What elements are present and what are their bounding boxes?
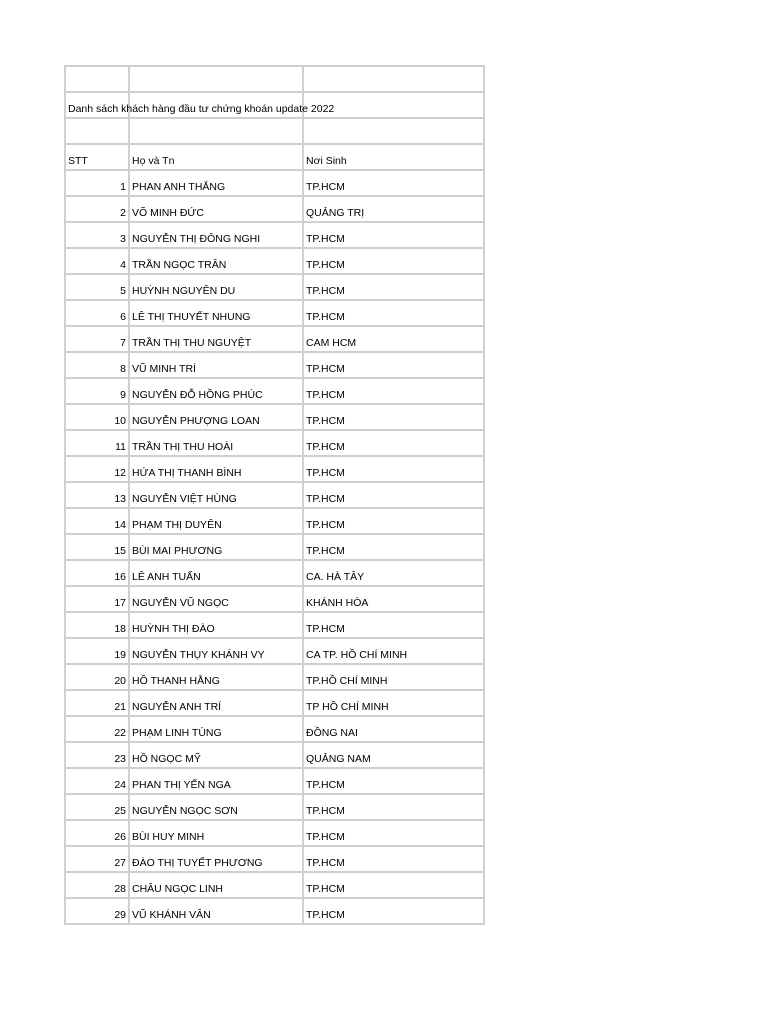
title-cell[interactable]: [65, 92, 335, 118]
stt-cell[interactable]: 19: [65, 638, 129, 664]
cell[interactable]: [129, 66, 303, 92]
name-cell[interactable]: NGUYỄN PHƯỢNG LOAN: [129, 404, 303, 430]
stt-cell[interactable]: 27: [65, 846, 129, 872]
name-cell[interactable]: TRẦN NGỌC TRÂN: [129, 248, 303, 274]
name-cell[interactable]: NGUYỄN NGỌC SƠN: [129, 794, 303, 820]
table-row: [65, 196, 484, 222]
table-row: [65, 326, 484, 352]
table-row: [65, 430, 484, 456]
name-cell[interactable]: TRẦN THỊ THU HOÀI: [129, 430, 303, 456]
place-cell[interactable]: TP.HCM: [303, 482, 484, 508]
stt-cell[interactable]: 20: [65, 664, 129, 690]
place-cell[interactable]: TP.HCM: [303, 404, 484, 430]
place-cell[interactable]: CA TP. HỒ CHÍ MINH: [303, 638, 484, 664]
name-cell[interactable]: TRẦN THỊ THU NGUYỆT: [129, 326, 303, 352]
stt-cell[interactable]: 1: [65, 170, 129, 196]
header-birthplace[interactable]: Nơi Sinh: [303, 144, 484, 170]
place-cell[interactable]: TP HỒ CHÍ MINH: [303, 690, 484, 716]
name-cell[interactable]: NGUYỄN VIỆT HÙNG: [129, 482, 303, 508]
place-cell[interactable]: CAM HCM: [303, 326, 484, 352]
name-cell[interactable]: HUỲNH NGUYÊN DU: [129, 274, 303, 300]
table-row: [65, 534, 484, 560]
empty-row: [65, 66, 484, 92]
table-row: [65, 612, 484, 638]
place-cell[interactable]: TP.HỒ CHÍ MINH: [303, 664, 484, 690]
stt-cell[interactable]: 5: [65, 274, 129, 300]
stt-cell[interactable]: 25: [65, 794, 129, 820]
table-row: [65, 222, 484, 248]
stt-cell[interactable]: 21: [65, 690, 129, 716]
place-cell[interactable]: TP.HCM: [303, 820, 484, 846]
place-cell[interactable]: TP.HCM: [303, 430, 484, 456]
name-cell[interactable]: BÙI MAI PHƯƠNG: [129, 534, 303, 560]
cell[interactable]: [303, 118, 484, 144]
place-cell[interactable]: TP.HCM: [303, 352, 484, 378]
place-cell[interactable]: TP.HCM: [303, 794, 484, 820]
place-cell[interactable]: QUẢNG TRỊ: [303, 196, 484, 222]
sheet-title: Danh sách khách hàng đầu tư chứng khoán update 2022: [68, 103, 335, 115]
table-row: [65, 664, 484, 690]
place-cell[interactable]: KHÁNH HÒA: [303, 586, 484, 612]
stt-cell[interactable]: 13: [65, 482, 129, 508]
name-cell[interactable]: LÊ ANH TUẤN: [129, 560, 303, 586]
table-row: [65, 404, 484, 430]
cell[interactable]: [303, 66, 484, 92]
place-cell[interactable]: TP.HCM: [303, 300, 484, 326]
sheet-body: [65, 66, 484, 924]
place-cell[interactable]: TP.HCM: [303, 612, 484, 638]
stt-cell[interactable]: 17: [65, 586, 129, 612]
cell[interactable]: [129, 118, 303, 144]
table-row: [65, 846, 484, 872]
empty-row: [65, 118, 484, 144]
name-cell[interactable]: PHAN ANH THẮNG: [129, 170, 303, 196]
table-row: [65, 586, 484, 612]
header-row: [65, 144, 484, 170]
name-cell[interactable]: NGUYỄN THỤY KHÁNH VY: [129, 638, 303, 664]
name-cell[interactable]: NGUYỄN VŨ NGỌC: [129, 586, 303, 612]
stt-cell[interactable]: 8: [65, 352, 129, 378]
name-cell[interactable]: HỒ NGỌC MỸ: [129, 742, 303, 768]
name-cell[interactable]: BÙI HUY MINH: [129, 820, 303, 846]
stt-cell[interactable]: 22: [65, 716, 129, 742]
place-cell[interactable]: TP.HCM: [303, 378, 484, 404]
name-cell[interactable]: LÊ THỊ THUYẾT NHUNG: [129, 300, 303, 326]
stt-cell[interactable]: 9: [65, 378, 129, 404]
stt-cell[interactable]: 26: [65, 820, 129, 846]
name-cell[interactable]: VŨ MINH TRÍ: [129, 352, 303, 378]
table-row: [65, 170, 484, 196]
table-row: [65, 872, 484, 898]
stt-cell[interactable]: 29: [65, 898, 129, 924]
table-row: [65, 508, 484, 534]
stt-cell[interactable]: 11: [65, 430, 129, 456]
table-row: [65, 742, 484, 768]
name-cell[interactable]: PHẠM LINH TÙNG: [129, 716, 303, 742]
table-row: [65, 248, 484, 274]
place-cell[interactable]: CA. HÀ TÂY: [303, 560, 484, 586]
name-cell[interactable]: NGUYỄN ĐỖ HỒNG PHÚC: [129, 378, 303, 404]
name-cell[interactable]: ĐÀO THỊ TUYẾT PHƯƠNG: [129, 846, 303, 872]
place-cell[interactable]: TP.HCM: [303, 534, 484, 560]
table-row: [65, 352, 484, 378]
stt-cell[interactable]: 18: [65, 612, 129, 638]
stt-cell[interactable]: 24: [65, 768, 129, 794]
stt-cell[interactable]: 16: [65, 560, 129, 586]
name-cell[interactable]: VŨ KHÁNH VÂN: [129, 898, 303, 924]
place-cell[interactable]: TP.HCM: [303, 456, 484, 482]
name-cell[interactable]: VÕ MINH ĐỨC: [129, 196, 303, 222]
name-cell[interactable]: NGUYỄN ANH TRÍ: [129, 690, 303, 716]
table-row: [65, 768, 484, 794]
table-row: [65, 482, 484, 508]
title-row: [65, 92, 484, 118]
place-cell[interactable]: TP.HCM: [303, 508, 484, 534]
name-cell[interactable]: PHAN THỊ YẾN NGA: [129, 768, 303, 794]
table-row: [65, 716, 484, 742]
table-row: [65, 378, 484, 404]
table-row: [65, 638, 484, 664]
stt-cell[interactable]: 4: [65, 248, 129, 274]
table-row: [65, 794, 484, 820]
stt-cell[interactable]: 10: [65, 404, 129, 430]
place-cell[interactable]: TP.HCM: [303, 248, 484, 274]
place-cell[interactable]: TP.HCM: [303, 872, 484, 898]
cell[interactable]: [65, 118, 129, 144]
table-row: [65, 456, 484, 482]
stt-cell[interactable]: 6: [65, 300, 129, 326]
stt-cell[interactable]: 15: [65, 534, 129, 560]
place-cell[interactable]: TP.HCM: [303, 768, 484, 794]
table-row: [65, 690, 484, 716]
header-name[interactable]: Họ và Tn: [129, 144, 303, 170]
place-cell[interactable]: ĐỒNG NAI: [303, 716, 484, 742]
stt-cell[interactable]: 3: [65, 222, 129, 248]
table-row: [65, 274, 484, 300]
table-row: [65, 300, 484, 326]
customer-sheet: [64, 65, 485, 925]
stt-cell[interactable]: 28: [65, 872, 129, 898]
table-row: [65, 898, 484, 924]
stt-cell[interactable]: 7: [65, 326, 129, 352]
name-cell[interactable]: HỒ THANH HẰNG: [129, 664, 303, 690]
name-cell[interactable]: HUỲNH THỊ ĐÀO: [129, 612, 303, 638]
name-cell[interactable]: PHẠM THỊ DUYÊN: [129, 508, 303, 534]
place-cell[interactable]: TP.HCM: [303, 846, 484, 872]
name-cell[interactable]: NGUYỄN THỊ ĐÔNG NGHI: [129, 222, 303, 248]
cell[interactable]: [65, 66, 129, 92]
name-cell[interactable]: HỨA THỊ THANH BÌNH: [129, 456, 303, 482]
stt-cell[interactable]: 2: [65, 196, 129, 222]
stt-cell[interactable]: 14: [65, 508, 129, 534]
place-cell[interactable]: TP.HCM: [303, 222, 484, 248]
place-cell[interactable]: TP.HCM: [303, 274, 484, 300]
place-cell[interactable]: QUẢNG NAM: [303, 742, 484, 768]
table-row: [65, 820, 484, 846]
stt-cell[interactable]: 12: [65, 456, 129, 482]
header-stt[interactable]: STT: [65, 144, 129, 170]
stt-cell[interactable]: 23: [65, 742, 129, 768]
place-cell[interactable]: TP.HCM: [303, 898, 484, 924]
table-row: [65, 560, 484, 586]
place-cell[interactable]: TP.HCM: [303, 170, 484, 196]
name-cell[interactable]: CHÂU NGỌC LINH: [129, 872, 303, 898]
